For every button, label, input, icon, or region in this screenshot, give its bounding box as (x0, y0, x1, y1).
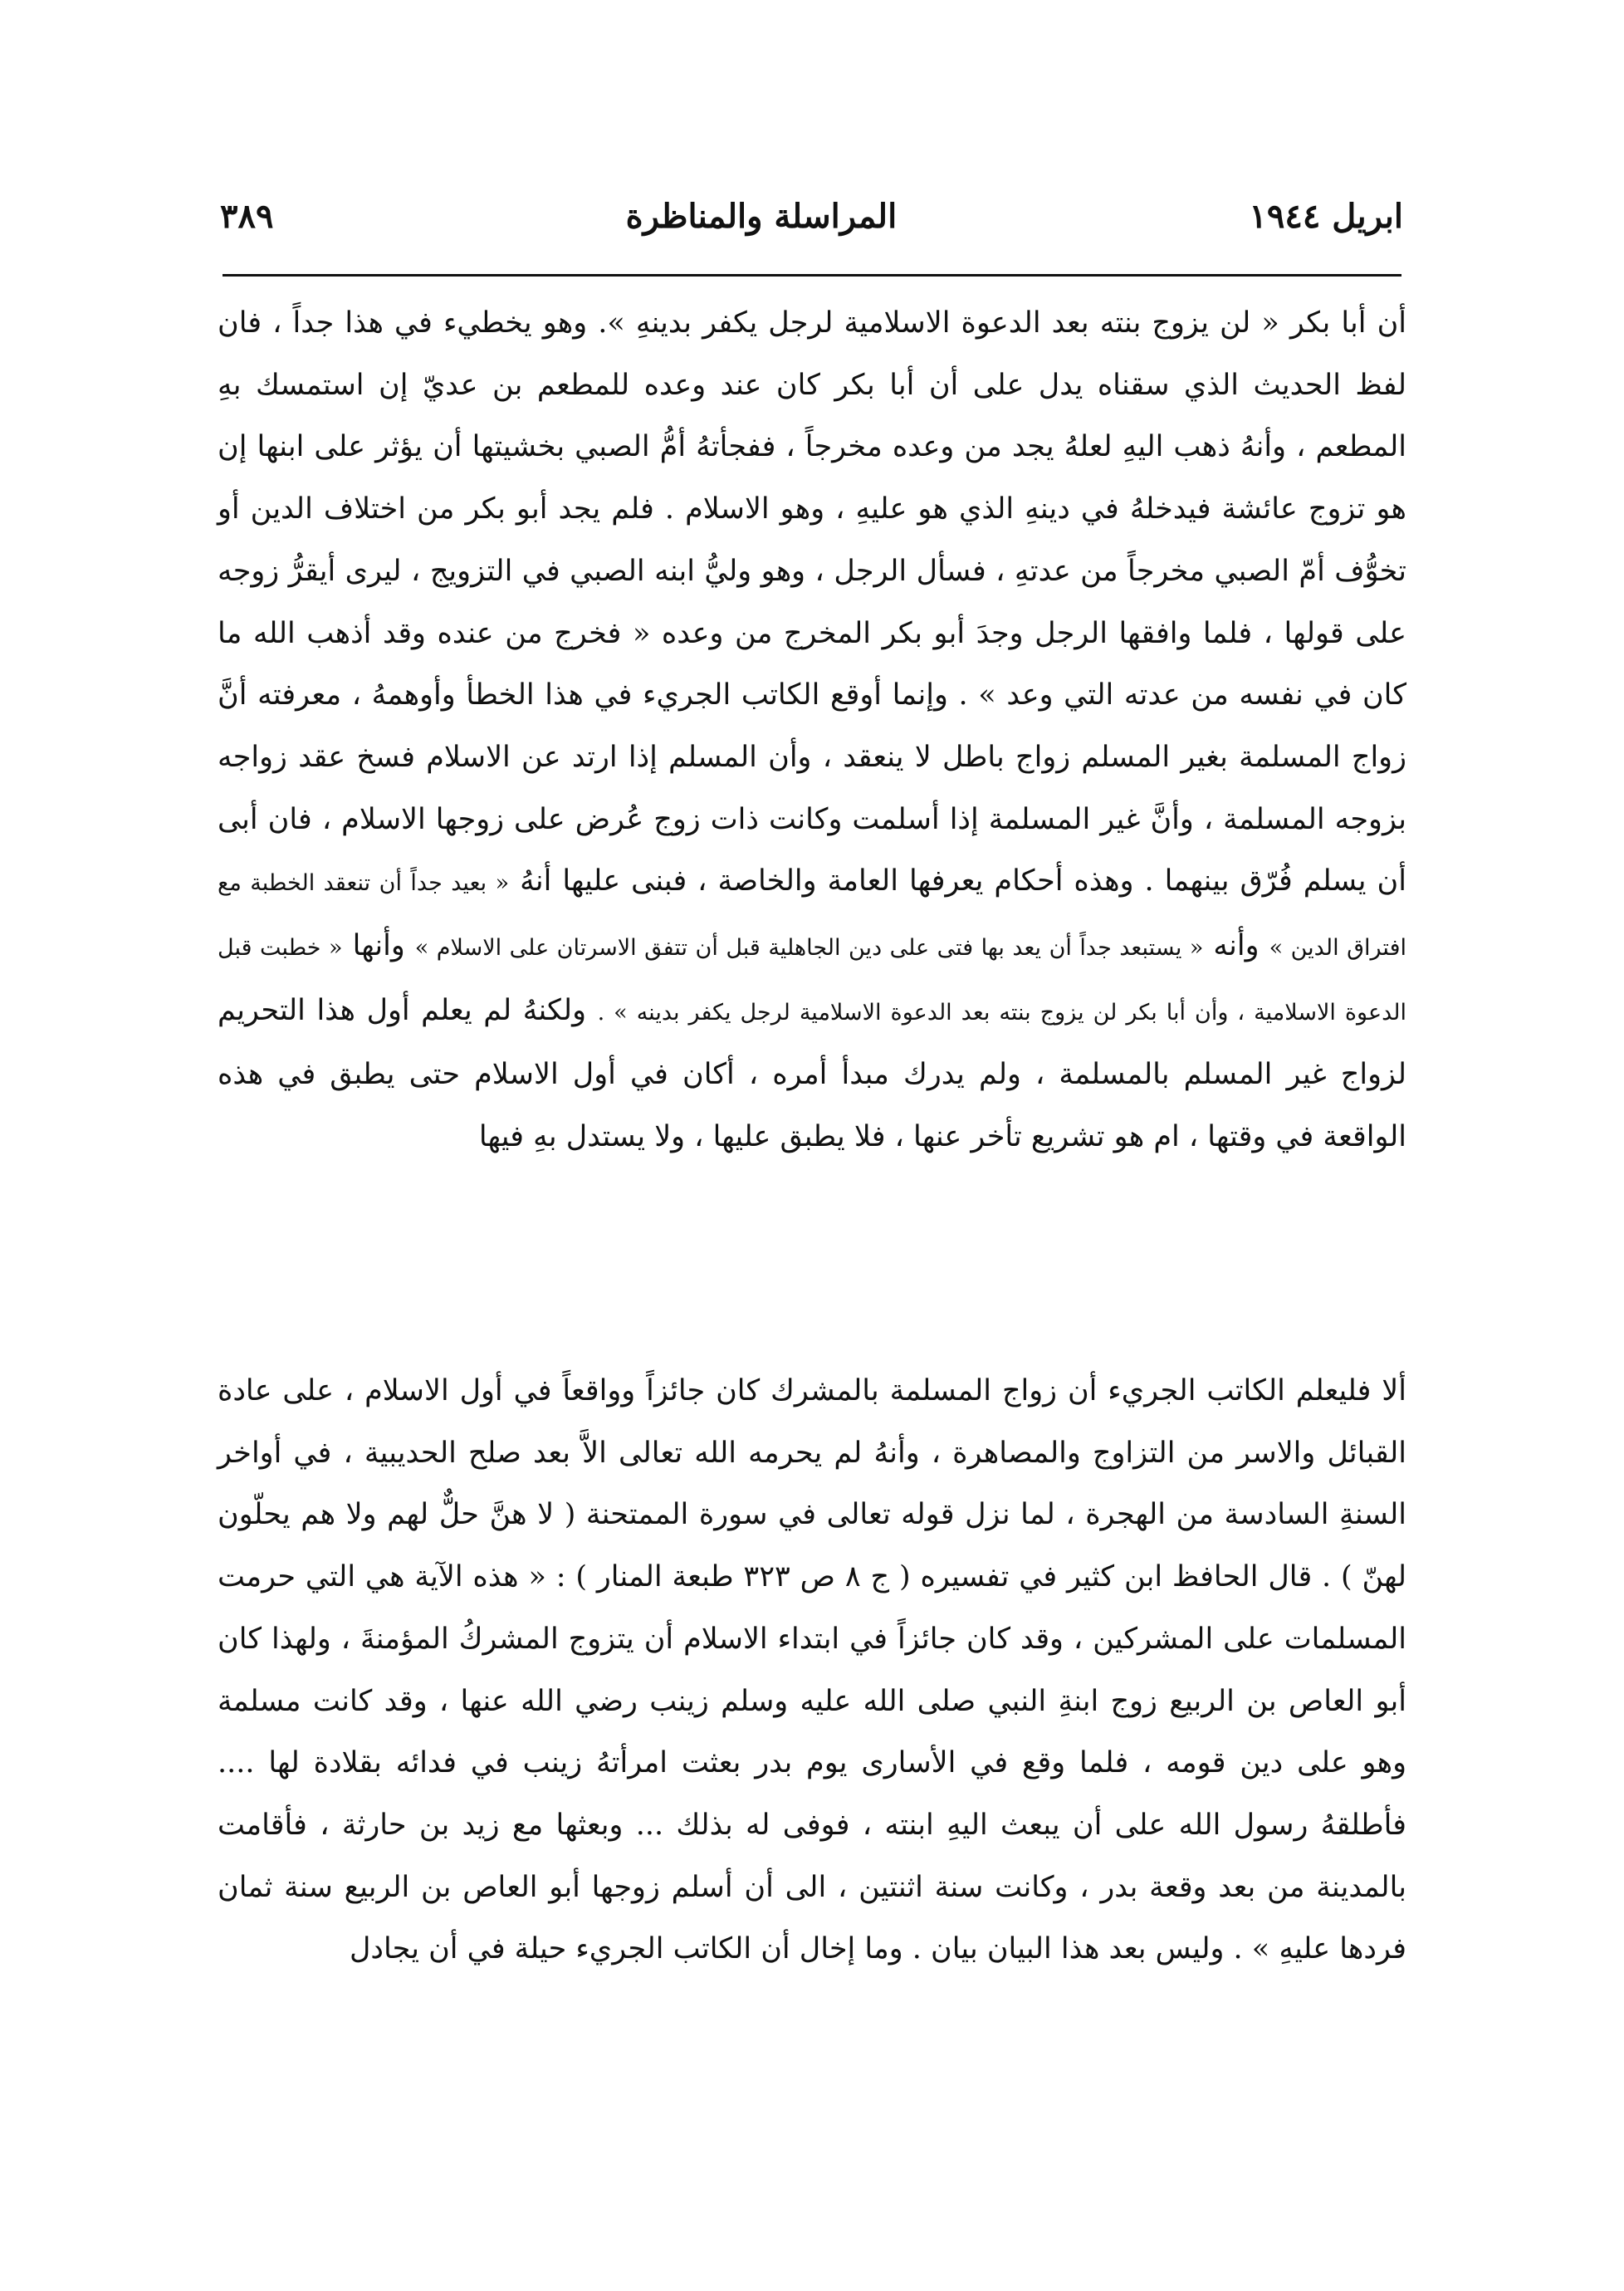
connector-1: وأنه (1213, 929, 1260, 963)
quote-2: « يستبعد جداً أن يعد بها فتى على دين الجاهلية قبل أن تتفق الاسرتان على الاسلام » (414, 935, 1204, 962)
paragraph-2 (218, 1360, 1406, 1980)
paragraph-1-text: أن أبا بكر « لن يزوج بنته بعد الدعوة الاسلامية لرجل يكفر بدينهِ ». وهو يخطيء في هذا جداً ، فان لفظ الحديث الذي سقناه يدل على أن أبا بكر كان عند وعده للمطعم بن عديّ إن استمسك بهِ المطعم ، وأنهُ ذهب اليهِ لعلهُ يجد من وعده مخرجاً ، ففجأتهُ أمُّ الصبي بخشيتها أن يؤثر على ابنها إن هو تزوج عائشة فيدخلهُ في دينهِ الذي هو عليهِ ، وهو الاسلام . فلم يجد أبو بكر من اختلاف الدين أو تخوُّف أمّ الصبي مخرجاً من عدتهِ ، فسأل الرجل ، وهو وليُّ ابنه الصبي في التزويج ، ليرى أيقرُّ زوجه على قولها ، فلما وافقها الرجل وجدَ أبو بكر المخرج من وعده « فخرج من عنده وقد أذهب الله ما كان في نفسه من عدته التي وعد » . وإنما أوقع الكاتب الجريء في هذا الخطأ وأوهمهُ ، معرفته أنَّ زواج المسلمة بغير المسلم زواج باطل لا ينعقد ، وأن المسلم إذا ارتد عن الاسلام فسخ عقد زواجه بزوجه المسلمة ، وأنَّ غير المسلمة إذا أسلمت وكانت ذات زوج عُرض على زوجها الاسلام ، فان أبى أن يسلم فُرّق بينهما . وهذه أحكام يعرفها العامة والخاصة ، فبنى عليها أنهُ (218, 306, 1406, 898)
issue-date: ابريل ١٩٤٤ (1249, 196, 1403, 236)
section-title: المراسلة والمناظرة (625, 196, 898, 236)
quote-3: « خطبت قبل الدعوة الاسلامية ، وأن أبا بكر لن يزوج بنته بعد الدعوة الاسلامية لرجل يكفر بدينه » . (218, 935, 1406, 1026)
running-header (220, 179, 1403, 253)
paragraph-2-text: ألا فليعلم الكاتب الجريء أن زواج المسلمة بالمشرك كان جائزاً وواقعاً في أول الاسلام ، على عادة القبائل والاسر من التزاوج والمصاهرة ، وأنهُ لم يحرمه الله تعالى الاَّ بعد صلح الحديبية ، في أواخر السنةِ السادسة من الهجرة ، لما نزل قوله تعالى في سورة الممتحنة ( لا هنَّ حلٌّ لهم ولا هم يحلّون لهنّ ) . قال الحافظ ابن كثير في تفسيره ( ج ٨ ص ٣٢٣ طبعة المنار ) : « هذه الآية هي التي حرمت المسلمات على المشركين ، وقد كان جائزاً في ابتداء الاسلام أن يتزوج المشركُ المؤمنةَ ، ولهذا كان أبو العاص بن الربيع زوج ابنةِ النبي صلى الله عليه وسلم زينب رضي الله عنها ، وقد كانت مسلمة وهو على دين قومه ، فلما وقع في الأسارى يوم بدر بعثت امرأتهُ زينب في فدائه بقلادة لها .... فأطلقهُ رسول الله على أن يبعث اليهِ ابنته ، فوفى له بذلك ... وبعثها مع زيد بن حارثة ، فأقامت بالمدينة من بعد وقعة بدر ، وكانت سنة اثنتين ، الى أن أسلم زوجها أبو العاص بن الربيع سنة ثمان فردها عليهِ » . وليس بعد هذا البيان بيان . وما إخال أن الكاتب الجريء حيلة في أن يجادل (218, 1374, 1406, 1966)
page-number: ٣٨٩ (220, 196, 274, 236)
paragraph-1-end: ولكنهُ لم يعلم أول هذا التحريم لزواج غير المسلم بالمسلمة ، ولم يدرك مبدأ أمره ، أكان في أول الاسلام حتى يطبق في هذه الواقعة في وقتها ، ام هو تشريع تأخر عنها ، فلا يطبق عليها ، ولا يستدل بهِ فيها (218, 993, 1406, 1154)
quote-1: « بعيد جداً أن تنعقد الخطبة مع افتراق الدين » (218, 870, 1406, 962)
paragraph-1 (218, 292, 1406, 1168)
header-divider (223, 274, 1401, 277)
connector-2: وأنها (352, 929, 405, 963)
